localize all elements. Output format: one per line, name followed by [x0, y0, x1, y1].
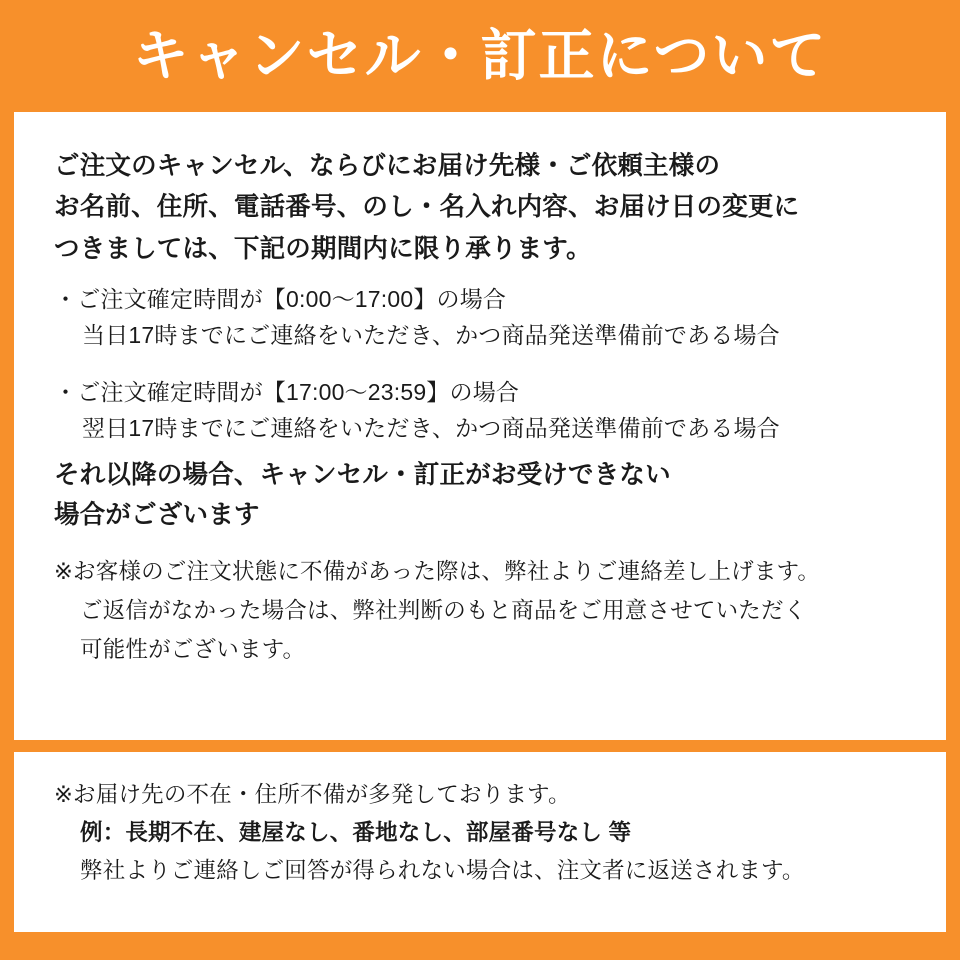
lead-line-2: お名前、住所、電話番号、のし・名入れ内容、お届け日の変更に — [54, 193, 800, 222]
delivery-note-line-3: 弊社よりご連絡しご回答が得られない場合は、注文者に返送されます。 — [80, 857, 805, 883]
header-band — [0, 0, 960, 112]
delivery-note-line-1: ※お届け先の不在・住所不備が多発しております。 — [54, 782, 571, 807]
condition-1-title: ・ご注文確定時間が【0:00〜17:00】の場合 — [54, 285, 507, 312]
lead-line-3: つきましては、下記の期間内に限り承ります。 — [54, 234, 592, 263]
delivery-note-card — [14, 752, 946, 932]
main-note-paragraph — [54, 553, 906, 669]
main-notice-card — [14, 112, 946, 740]
main-note-line-2: ご返信がなかった場合は、弊社判断のもと商品をご用意させていただく — [80, 598, 807, 624]
page-title: キャンセル・訂正について — [132, 24, 828, 87]
condition-2-title: ・ご注文確定時間が【17:00〜23:59】の場合 — [54, 379, 520, 406]
condition-item-1 — [54, 282, 906, 353]
lead-line-1: ご注文のキャンセル、ならびにお届け先様・ご依頼主様の — [54, 152, 721, 180]
main-note-line-3: 可能性がございます。 — [80, 636, 306, 662]
condition-1-detail: 当日17時までにご連絡をいただき、かつ商品発送準備前である場合 — [82, 321, 780, 348]
emphasis-paragraph — [54, 456, 906, 535]
emphasis-line-1: それ以降の場合、キャンセル・訂正がお受けできない — [54, 461, 671, 490]
condition-item-2 — [54, 375, 906, 446]
delivery-note-line-2: 例：長期不在、建屋なし、番地なし、部屋番号なし 等 — [80, 819, 632, 845]
condition-2-detail: 翌日17時までにご連絡をいただき、かつ商品発送準備前である場合 — [82, 414, 780, 441]
emphasis-line-2: 場合がございます — [54, 500, 260, 529]
lead-paragraph — [54, 146, 906, 270]
main-note-line-1: ※お客様のご注文状態に不備があった際は、弊社よりご連絡差し上げます。 — [54, 559, 821, 585]
spacer — [54, 361, 906, 375]
